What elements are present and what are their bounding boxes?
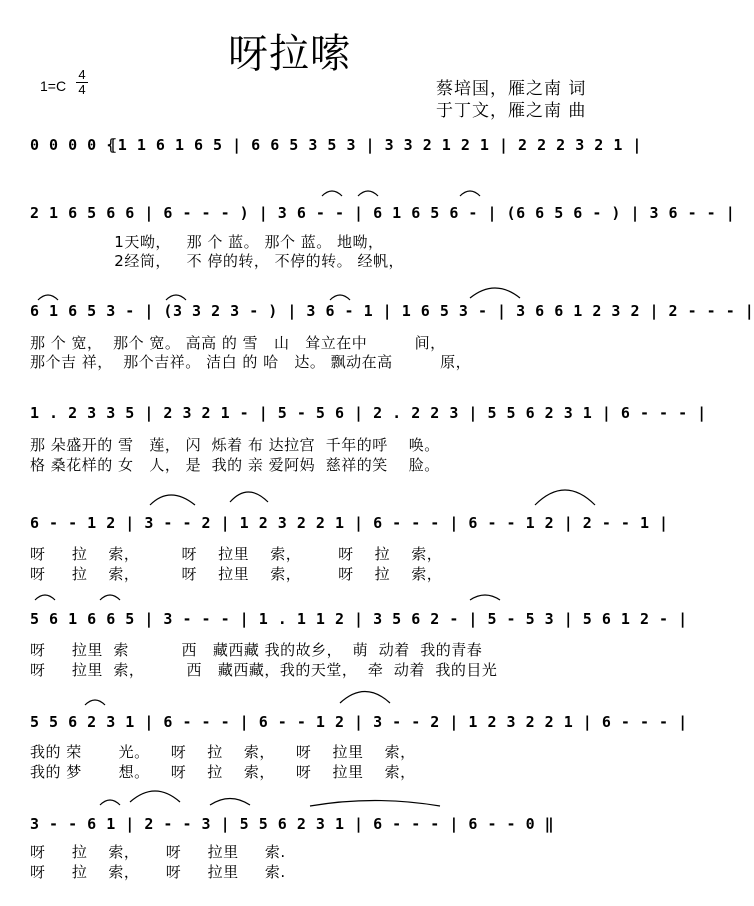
slur-mark <box>460 191 480 196</box>
key-signature: 1=C <box>40 78 67 94</box>
slur-mark <box>470 595 500 600</box>
lyric-line: 呀 拉 索， 呀 拉里 索， 呀 拉 索， <box>30 565 443 583</box>
slur-mark <box>130 791 180 802</box>
staff-line <box>30 713 688 741</box>
notation-line: 1 . 2 3 3 5 | 2 3 2 1 - | 5 - 5 6 | 2 . 2 2 3 | 5 5 6 2 3 1 | 6 - - - | <box>30 404 707 422</box>
notation-line: 6 1 6 5 3 - | (3 3 2 3 - ) | 3 6 - 1 | 1 6 5 3 - | 3 6 6 1 2 3 2 | 2 - - - | <box>30 302 754 320</box>
time-signature <box>76 68 88 97</box>
lyric-line: 呀 拉 索， 呀 拉里 索， 呀 拉 索， <box>30 545 443 563</box>
notation-line: 5 6 1 6 6 5 | 3 - - - | 1 . 1 1 2 | 3 5 6 2 - | 5 - 5 3 | 5 6 1 2 - | <box>30 610 688 628</box>
slur-mark <box>358 191 378 196</box>
slur-mark <box>310 801 440 807</box>
lyric-line: 呀 拉 索， 呀 拉里 索. <box>30 843 286 861</box>
staff-line <box>30 204 736 232</box>
slur-mark <box>166 295 186 300</box>
composer-credit: 于丁文，雁之南 曲 <box>436 101 587 121</box>
time-denominator: 4 <box>78 82 86 97</box>
slur-mark <box>35 595 55 600</box>
lyric-line: 格 桑花样的 女 人， 是 我的 亲 爱阿妈 慈祥的笑 脸。 <box>30 456 440 474</box>
slur-mark <box>85 700 105 705</box>
staff-line <box>30 815 620 843</box>
lyric-line: 呀 拉 索， 呀 拉里 索. <box>30 863 286 881</box>
lyric-line: 呀 拉里 索 西 藏西藏 我的故乡， 萌 动着 我的青春 <box>30 641 483 659</box>
staff-line <box>30 404 707 432</box>
slur-mark <box>535 490 595 505</box>
staff-line <box>30 136 642 164</box>
notation-line: 3 - - 6 1 | 2 - - 3 | 5 5 6 2 3 1 | 6 - - - | 6 - - 0 ‖ <box>30 815 555 833</box>
slur-mark <box>470 288 520 298</box>
slur-mark <box>100 595 120 600</box>
staff-line <box>30 514 669 542</box>
slur-mark <box>340 692 390 704</box>
notation-line: 5 5 6 2 3 1 | 6 - - - | 6 - - 1 2 | 3 - - 2 | 1 2 3 2 2 1 | 6 - - - | <box>30 713 688 731</box>
lyric-line: 1天呦， 那 个 蓝。 那个 蓝。 地呦， <box>30 233 384 251</box>
lyric-line: 我的 荣 光。 呀 拉 索， 呀 拉里 索， <box>30 743 416 761</box>
lyric-line: 呀 拉里 索， 西 藏西藏，我的天堂， 牵 动着 我的目光 <box>30 661 498 679</box>
lyric-line: 我的 梦 想。 呀 拉 索， 呀 拉里 索， <box>30 763 416 781</box>
lyric-line: 那 个 宽， 那个 宽。 高高 的 雪 山 耸立在中 间， <box>30 334 446 352</box>
lyric-line: 那个吉 祥， 那个吉祥。 洁白 的 哈 达。 飘动在高 原， <box>30 353 472 371</box>
slur-mark <box>330 295 350 300</box>
slur-mark <box>230 492 268 502</box>
slur-mark <box>38 295 58 300</box>
slur-mark <box>322 191 342 196</box>
time-numerator: 4 <box>76 68 88 83</box>
lyricist-credit: 蔡培国，雁之南 词 <box>436 79 587 99</box>
lyric-line: 那 朵盛开的 雪 莲， 闪 烁着 布 达拉宫 千年的呼 唤。 <box>30 436 440 454</box>
notation-line: 6 - - 1 2 | 3 - - 2 | 1 2 3 2 2 1 | 6 - - - | 6 - - 1 2 | 2 - - 1 | <box>30 514 669 532</box>
staff-line <box>30 302 754 330</box>
lyric-line: 2经筒， 不 停的转， 不停的转。 经帆， <box>30 252 404 270</box>
notation-line: 2 1 6 5 6 6 | 6 - - - ) | 3 6 - - | 6 1 6 5 6 - | (6 6 5 6 - ) | 3 6 - - | <box>30 204 736 222</box>
slur-mark <box>210 799 250 806</box>
slur-mark <box>100 800 120 805</box>
song-title: 呀拉嗦 <box>228 31 351 77</box>
notation-line: 0 0 0 0 ⦃1 1 6 1 6 5 | 6 6 5 3 5 3 | 3 3 2 1 2 1 | 2 2 2 3 2 1 | <box>30 136 642 154</box>
staff-line <box>30 610 688 638</box>
slur-mark <box>150 495 195 505</box>
